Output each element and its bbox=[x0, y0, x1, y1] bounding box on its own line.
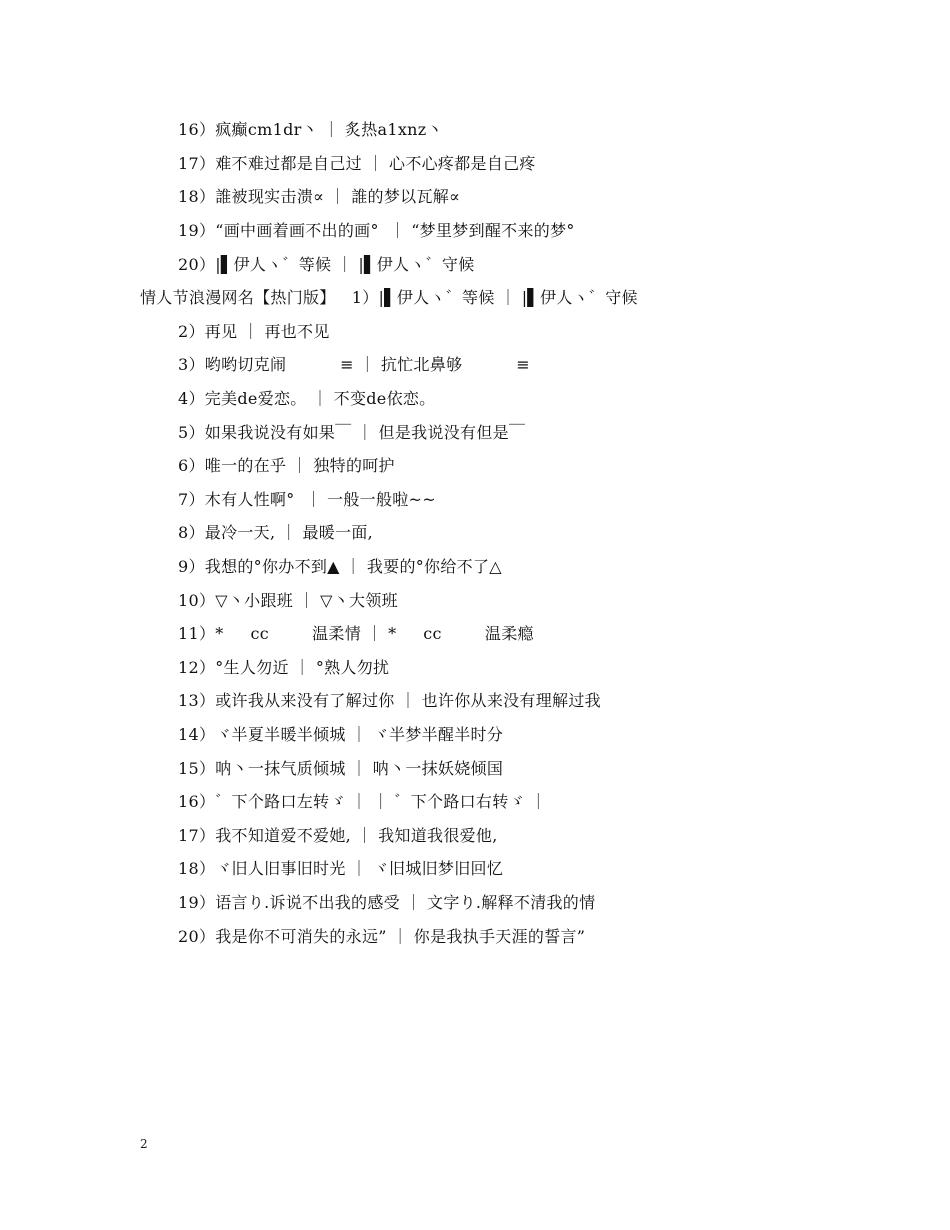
list-item: 11）* cc 温柔情 ｜ * cc 温柔瘾 bbox=[178, 624, 534, 643]
list-item: 20）|▌伊人ヽ゛等候 ｜ |▌伊人ヽ゛守候 bbox=[178, 255, 475, 274]
list-item: 17）难不难过都是自己过 ｜ 心不心疼都是自己疼 bbox=[178, 154, 536, 173]
page-number: 2 bbox=[140, 1137, 148, 1151]
list-item: 16）疯癫cm1dr丶 ｜ 炙热a1xnz丶 bbox=[178, 120, 443, 139]
list-item: 8）最冷一天, ｜ 最暖一面, bbox=[178, 523, 374, 542]
list-item: 12）°生人勿近 ｜ °熟人勿扰 bbox=[178, 658, 390, 677]
section-title: 情人节浪漫网名【热门版】 bbox=[140, 288, 336, 307]
list-item: 5）如果我说没有如果￣ ｜ 但是我说没有但是￣ bbox=[178, 423, 526, 442]
list-item: 14）ヾ半夏半暖半倾城 ｜ ヾ半梦半醒半时分 bbox=[178, 725, 504, 744]
list-item: 19）“画中画着画不出的画° ｜ “梦里梦到醒不来的梦° bbox=[178, 221, 575, 240]
list-item: 6）唯一的在乎 ｜ 独特的呵护 bbox=[178, 456, 395, 475]
list-item: 16）゛下个路口左转ゞ ｜ ｜ ゛下个路口右转ゞ ｜ bbox=[178, 792, 547, 811]
list-item: 20）我是你不可消失的永远” ｜ 你是我执手天涯的誓言” bbox=[178, 927, 586, 946]
list-item: 19）语言り.诉说不出我的感受 ｜ 文字り.解释不清我的情 bbox=[178, 893, 596, 912]
list-item: 3）哟哟切克闹 ≡ ｜ 抗忙北鼻够 ≡ bbox=[178, 355, 530, 374]
list-item: 10）▽丶小跟班 ｜ ▽丶大领班 bbox=[178, 591, 398, 610]
list-item: 7）木有人性啊° ｜ 一般一般啦~~ bbox=[178, 490, 436, 509]
list-item: 4）完美de爱恋。 ｜ 不变de依恋。 bbox=[178, 389, 436, 408]
list-item: 2）再见 ｜ 再也不见 bbox=[178, 322, 330, 341]
list-item: 9）我想的°你办不到▲ ｜ 我要的°你给不了△ bbox=[178, 557, 502, 576]
list-item: 13）或许我从来没有了解过你 ｜ 也许你从来没有理解过我 bbox=[178, 691, 601, 710]
list-item: 18）ヾ旧人旧事旧时光 ｜ ヾ旧城旧梦旧回忆 bbox=[178, 859, 504, 878]
section-heading-line bbox=[140, 286, 638, 310]
list-item: 15）呐丶一抹气质倾城 ｜ 呐丶一抹妖娆倾国 bbox=[178, 759, 504, 778]
list-item: 17）我不知道爱不爱她, ｜ 我知道我很爱他, bbox=[178, 826, 498, 845]
list-item: 1）|▌伊人ヽ゛等候 ｜ |▌伊人ヽ゛守候 bbox=[351, 288, 638, 307]
list-item: 18）誰被现实击溃∝ ｜ 誰的梦以瓦解∝ bbox=[178, 187, 461, 206]
